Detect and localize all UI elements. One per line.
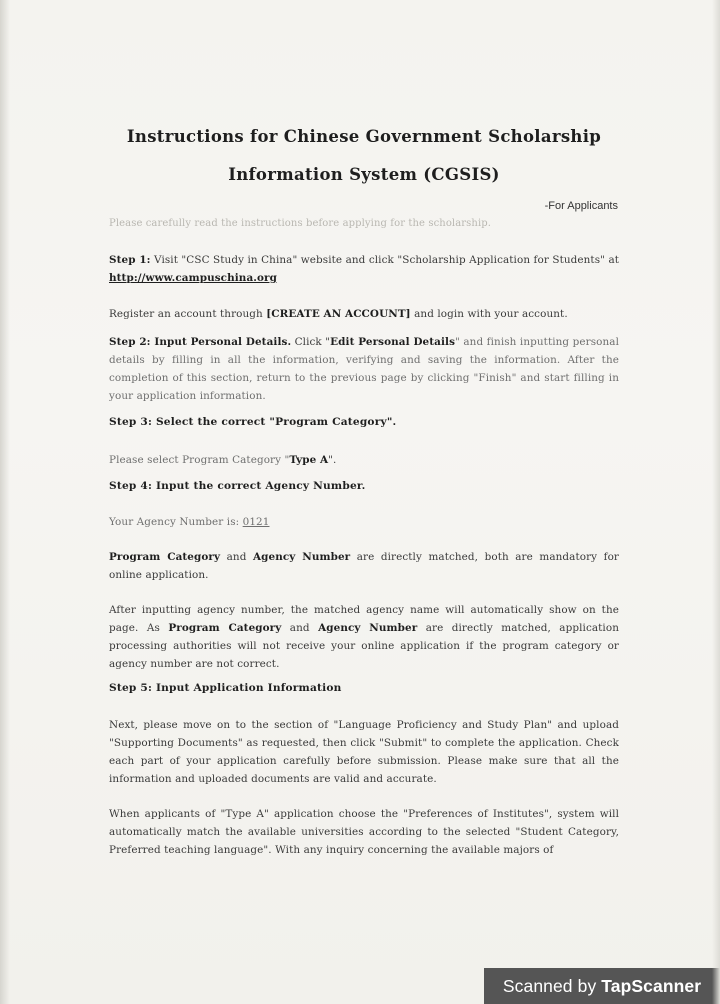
step4-paragraph2: [109, 601, 619, 673]
and-text: and: [281, 622, 319, 634]
program-category-term: Program Category: [168, 622, 282, 634]
program-category-value: Type A: [289, 454, 329, 466]
step3-paragraph: [109, 451, 619, 469]
step2-paragraph: [109, 333, 619, 405]
program-category-term: Program Category: [109, 551, 221, 563]
register-text-before: Register an account through: [109, 308, 267, 320]
step2-text: " and finish inputting personal details by filling in all the information, verifying and saving the information. After the completion of this section, return to the previous page by clicking "Finish" and start filling in your application information.: [109, 336, 619, 402]
step1-paragraph: [109, 251, 619, 287]
agency-number-term: Agency Number: [318, 622, 418, 634]
step2-label: Step 2: Input Personal Details.: [109, 336, 292, 348]
step4-paragraph1: [109, 548, 619, 584]
step4-paragraph2-text: are directly matched, application processing authorities will not receive your online application if the program category or agency number are not correct.: [109, 622, 620, 670]
agency-number-line: [109, 513, 619, 531]
step4-paragraph2-text-before: After inputting agency number, the matched agency name will automatically show on the page. As: [109, 604, 619, 634]
campuschina-link[interactable]: http://www.campuschina.org: [109, 272, 277, 284]
and-text: and: [220, 551, 253, 563]
step5-paragraph1: Next, please move on to the section of "Language Proficiency and Study Plan" and upload "Supporting Documents" as requested, then click "Submit" to complete the application. Check each part of your application carefully before submission. Please make sure that all the information and uploaded documents are valid and accurate.: [109, 719, 619, 785]
step3-heading: Step 3: Select the correct "Program Category".: [109, 416, 397, 428]
intro-text: Please carefully read the instructions before applying for the scholarship.: [109, 218, 492, 229]
watermark-prefix: Scanned by: [502, 976, 602, 996]
step4-heading: Step 4: Input the correct Agency Number.: [109, 480, 366, 492]
register-paragraph: [109, 305, 619, 323]
step5-paragraph2: When applicants of "Type A" application choose the "Preferences of Institutes", system will automatically match the available universities according to the selected "Student Category, Preferred teaching language". With any inquiry concerning the available majors of: [109, 808, 619, 856]
agency-number-label: Your Agency Number is:: [109, 516, 243, 528]
step5-heading: Step 5: Input Application Information: [109, 682, 342, 694]
edit-personal-details-label: Edit Personal Details: [330, 336, 456, 348]
create-account-label: [CREATE AN ACCOUNT]: [266, 308, 411, 320]
step1-label: Step 1:: [109, 254, 151, 266]
step3-text-after: ".: [328, 454, 337, 466]
step4-paragraph1-text: are directly matched, both are mandatory for online application.: [109, 551, 619, 581]
agency-number-term: Agency Number: [252, 551, 351, 563]
step1-text: Visit "CSC Study in China" website and click "Scholarship Application for Students" at: [150, 254, 620, 266]
step3-text-before: Please select Program Category ": [109, 454, 290, 466]
agency-number-value: 0121: [242, 516, 270, 528]
watermark-brand: TapScanner: [601, 976, 702, 996]
audience-label: -For Applicants: [544, 200, 618, 212]
document-title-line1: Instructions for Chinese Government Scholarship: [126, 127, 602, 146]
document-title-line2: Information System (CGSIS): [228, 165, 500, 184]
register-text-after: and login with your account.: [410, 308, 568, 320]
scanner-watermark: [484, 968, 720, 1004]
step2-text-before: Click ": [291, 336, 331, 348]
